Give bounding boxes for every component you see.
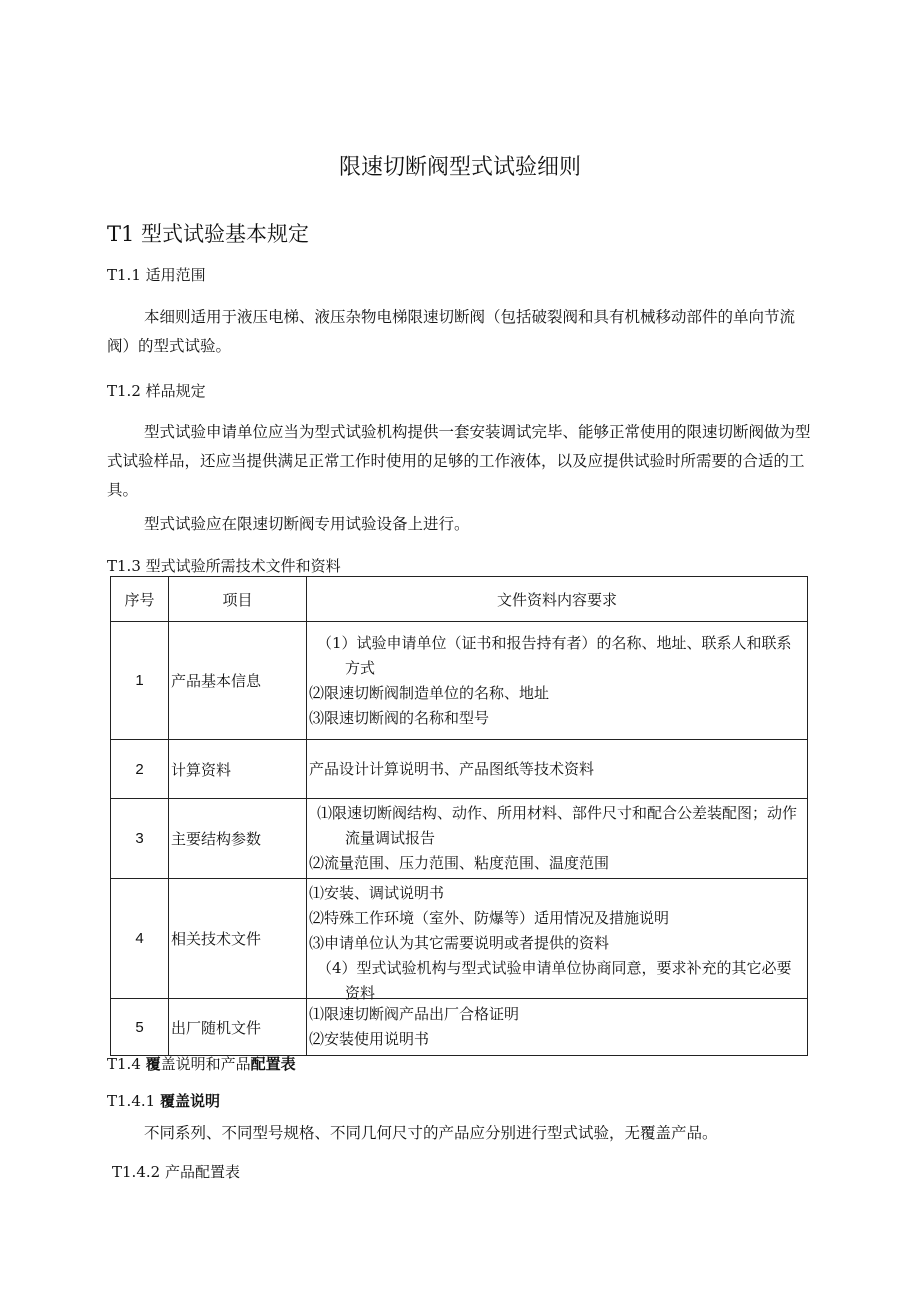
row-content — [307, 999, 808, 1056]
heading-t1-4-1 — [107, 1090, 220, 1111]
paragraph-coverage: 不同系列、不同型号规格、不同几何尺寸的产品应分别进行型式试验，无覆盖产品。 — [144, 1124, 718, 1142]
row-item: 计算资料 — [169, 740, 307, 799]
document-title: 限速切断阀型式试验细则 — [338, 155, 581, 180]
heading-part: 盖说明和产品 — [160, 1055, 251, 1073]
row-content — [307, 879, 808, 1002]
paragraph-scope: 本细则适用于液压电梯、液压杂物电梯限速切断阀（包括破裂阀和具有机械移动部件的单向节流阀）的型式试验。 — [107, 308, 796, 355]
row-item: 主要结构参数 — [169, 799, 307, 879]
content-line: ⑵特殊工作环境（室外、防爆等）适用情况及措施说明 — [309, 909, 670, 927]
header-item: 项目 — [169, 577, 307, 622]
content-line: （1）试验申请单位（证书和报告持有者）的名称、地址、联系人和联系方式 — [317, 633, 792, 677]
row-item: 相关技术文件 — [169, 879, 307, 999]
content-line: ⑶申请单位认为其它需要说明或者提供的资料 — [309, 934, 610, 952]
documents-table — [110, 576, 808, 1056]
table-header-row — [111, 577, 808, 622]
table-row — [111, 740, 808, 799]
row-number: 2 — [111, 740, 169, 799]
paragraph-equipment: 型式试验应在限速切断阀专用试验设备上进行。 — [144, 515, 470, 533]
table-row — [111, 879, 808, 999]
row-number: 3 — [111, 799, 169, 879]
row-number: 1 — [111, 622, 169, 740]
row-content — [307, 622, 808, 740]
content-line: ⑵流量范围、压力范围、粘度范围、温度范围 — [309, 854, 610, 872]
content-line: ⑴限速切断阀产品出厂合格证明 — [309, 1005, 520, 1023]
table-row — [111, 622, 808, 740]
row-item: 出厂随机文件 — [169, 999, 307, 1056]
heading-part-bold: 配置表 — [250, 1055, 296, 1073]
content-clip — [309, 956, 803, 1002]
heading-prefix: T1.4.1 — [107, 1092, 160, 1110]
row-item: 产品基本信息 — [169, 622, 307, 740]
heading-part-bold: 覆盖说明 — [159, 1092, 220, 1110]
content-line: ⑶限速切断阀的名称和型号 — [309, 708, 490, 727]
row-number: 5 — [111, 999, 169, 1056]
row-number: 4 — [111, 879, 169, 999]
row-content — [307, 799, 808, 879]
heading-t1-2: T1.2 样品规定 — [107, 382, 206, 400]
heading-t1-4-2: T1.4.2 产品配置表 — [112, 1163, 240, 1181]
header-content: 文件资料内容要求 — [307, 577, 808, 622]
content-line: ⑴限速切断阀结构、动作、所用材料、部件尺寸和配合公差装配图；动作流量调试报告 — [317, 804, 798, 847]
content-line: ⑵安装使用说明书 — [309, 1030, 430, 1048]
table-row — [111, 999, 808, 1056]
heading-part-bold: 覆 — [145, 1055, 161, 1073]
table-row — [111, 799, 808, 879]
paragraph-sample: 型式试验申请单位应当为型式试验机构提供一套安装调试完毕、能够正常使用的限速切断阀做为型式试验样品，还应当提供满足正常工作时使用的足够的工作液体，以及应提供试验时所需要的合适的工具。 — [107, 423, 811, 499]
content-line: （4）型式试验机构与型式试验申请单位协商同意，要求补充的其它必要资料 — [317, 959, 792, 1002]
section-heading-t1: T1 型式试验基本规定 — [107, 222, 310, 246]
row-content — [307, 740, 808, 799]
content-line: ⑵限速切断阀制造单位的名称、地址 — [309, 683, 550, 702]
heading-t1-3: T1.3 型式试验所需技术文件和资料 — [107, 557, 341, 575]
heading-t1-1: T1.1 适用范围 — [107, 266, 206, 284]
header-no: 序号 — [111, 577, 169, 622]
heading-t1-4 — [107, 1053, 296, 1074]
heading-prefix: T1.4 — [107, 1055, 146, 1073]
content-line: 产品设计计算说明书、产品图纸等技术资料 — [309, 759, 595, 778]
content-line: ⑴安装、调试说明书 — [309, 884, 445, 902]
